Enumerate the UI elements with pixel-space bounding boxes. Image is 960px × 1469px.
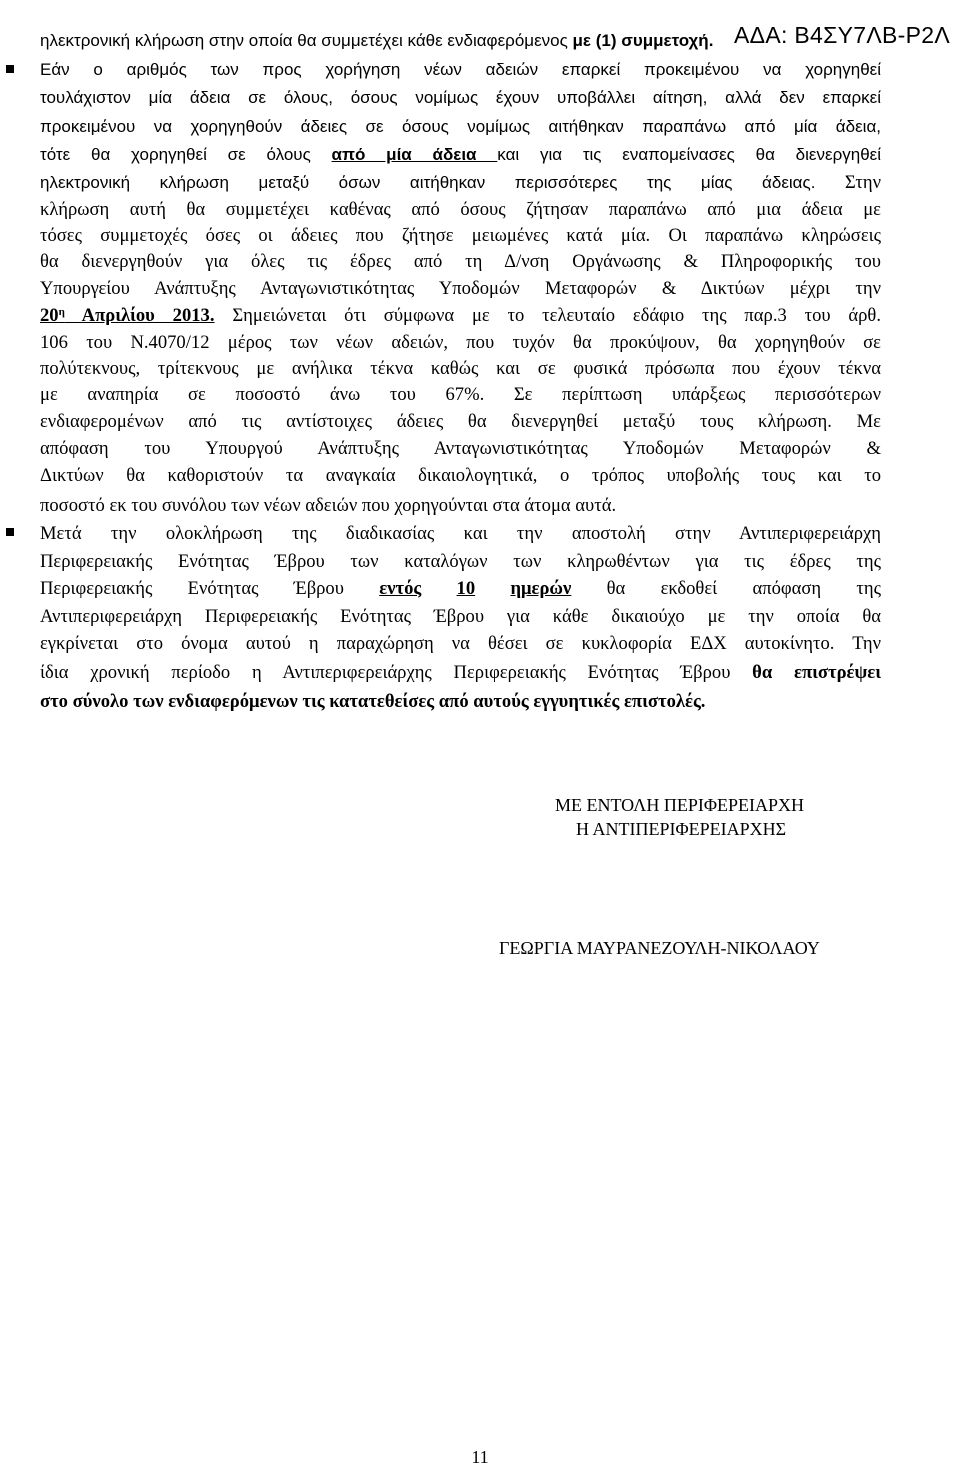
paragraph-line: Εάν ο αριθμός των προς χορήγηση νέων αδειών επαρκεί προκειμένου να χορηγηθεί: [40, 60, 881, 79]
paragraph-line: 106 του Ν.4070/12 μέρος των νέων αδειών, που τυχόν θα προκύψουν, θα χορηγηθούν σε: [40, 332, 881, 353]
bullet-icon: [6, 528, 14, 536]
paragraph-line: $20^\eta$ Απριλίου 2013. Σημειώνεται ότι σύμφωνα με το τελευταίο εδάφιο της παρ.3 του άρθ.: [40, 305, 881, 326]
signatory-name: ΓΕΩΡΓΙΑ ΜΑΥΡΑΝΕΖΟΥΛΗ-ΝΙΚΟΛΑΟΥ: [499, 938, 820, 958]
paragraph-line: προκειμένου να χορηγηθούν άδειες σε όσους νομίμως αιτήθηκαν παραπάνω από μία άδεια,: [40, 117, 881, 136]
paragraph-line: Αντιπεριφερειάρχη Περιφερειακής Ενότητας Έβρου για κάθε δικαιούχο με την οποία θα: [40, 606, 881, 627]
paragraph-line: θα διενεργηθούν για όλες τις έδρες από τη Δ/νση Οργάνωσης & Πληροφορικής του: [40, 251, 881, 272]
paragraph-line: εγκρίνεται στο όνομα αυτού η παραχώρηση να θέσει σε κυκλοφορία ΕΔΧ αυτοκίνητο. Την: [40, 633, 881, 654]
paragraph-line: Μετά την ολοκλήρωση της διαδικασίας και την αποστολή στην Αντιπεριφερειάρχη: [40, 523, 881, 544]
paragraph-line: τότε θα χορηγηθεί σε όλους από μία άδεια και για τις εναπομείνασες θα διενεργηθεί: [40, 145, 882, 164]
paragraph-line: απόφαση του Υπουργού Ανάπτυξης Ανταγωνιστικότητας Υποδομών Μεταφορών &: [40, 438, 881, 459]
page-number: 11: [471, 1447, 489, 1467]
paragraph-line: τουλάχιστον μία άδεια σε όλους, όσους νομίμως έχουν υποβάλλει αίτηση, αλλά δεν επαρκεί: [40, 88, 881, 107]
paragraph-line: ηλεκτρονική κλήρωση στην οποία θα συμμετέχει κάθε ενδιαφερόμενος με (1) συμμετοχή.: [40, 31, 714, 50]
paragraph-line: ενδιαφερομένων από τις αντίστοιχες άδειες θα διενεργηθεί μεταξύ τους κλήρωση. Με: [40, 411, 881, 432]
ada-code: ΑΔΑ: Β4ΣΥ7ΛΒ-Ρ2Λ: [734, 22, 950, 48]
paragraph-line: ίδια χρονική περίοδο η Αντιπεριφερειάρχης Περιφερειακής Ενότητας Έβρου θα επιστρέψει: [40, 662, 881, 683]
paragraph-line: στο σύνολο των ενδιαφερόμενων τις κατατεθείσες από αυτούς εγγυητικές επιστολές.: [40, 691, 706, 712]
signature-title: Η ΑΝΤΙΠΕΡΙΦΕΡΕΙΑΡΧΗΣ: [576, 819, 787, 839]
paragraph-line: ηλεκτρονική κλήρωση μεταξύ όσων αιτήθηκαν περισσότερες της μίας άδειας. Στην: [40, 172, 881, 193]
paragraph-line: Περιφερειακής Ενότητας Έβρου των καταλόγων των κληρωθέντων για τις έδρες της: [40, 551, 881, 572]
paragraph-line: τόσες συμμετοχές όσες οι άδειες που ζήτησε μειωμένες κατά μία. Οι παραπάνω κληρώσεις: [40, 225, 881, 246]
signature-authority: ΜΕ ΕΝΤΟΛΗ ΠΕΡΙΦΕΡΕΙΑΡΧΗ: [555, 795, 805, 815]
paragraph-line: πολύτεκνους, τρίτεκνους με ανήλικα τέκνα καθώς και σε φυσικά πρόσωπα που έχουν τέκνα: [40, 358, 881, 379]
paragraph-line: Περιφερειακής Ενότητας Έβρου εντός 10 ημερών θα εκδοθεί απόφαση της: [40, 578, 881, 599]
bullet-icon: [6, 65, 14, 73]
paragraph-line: Υπουργείου Ανάπτυξης Ανταγωνιστικότητας Υποδομών Μεταφορών & Δικτύων μέχρι την: [40, 278, 881, 299]
paragraph-line: με αναπηρία σε ποσοστό άνω του 67%. Σε περίπτωση υπάρξεως περισσότερων: [40, 384, 881, 405]
paragraph-line: ποσοστό εκ του συνόλου των νέων αδειών που χορηγούνται στα άτομα αυτά.: [40, 495, 617, 516]
paragraph-line: Δικτύων θα καθοριστούν τα αναγκαία δικαιολογητικά, ο τρόπος υποβολής τους και το: [40, 465, 881, 486]
paragraph-line: κλήρωση αυτή θα συμμετέχει καθένας από όσους ζήτησαν παραπάνω από μια άδεια με: [40, 199, 881, 220]
